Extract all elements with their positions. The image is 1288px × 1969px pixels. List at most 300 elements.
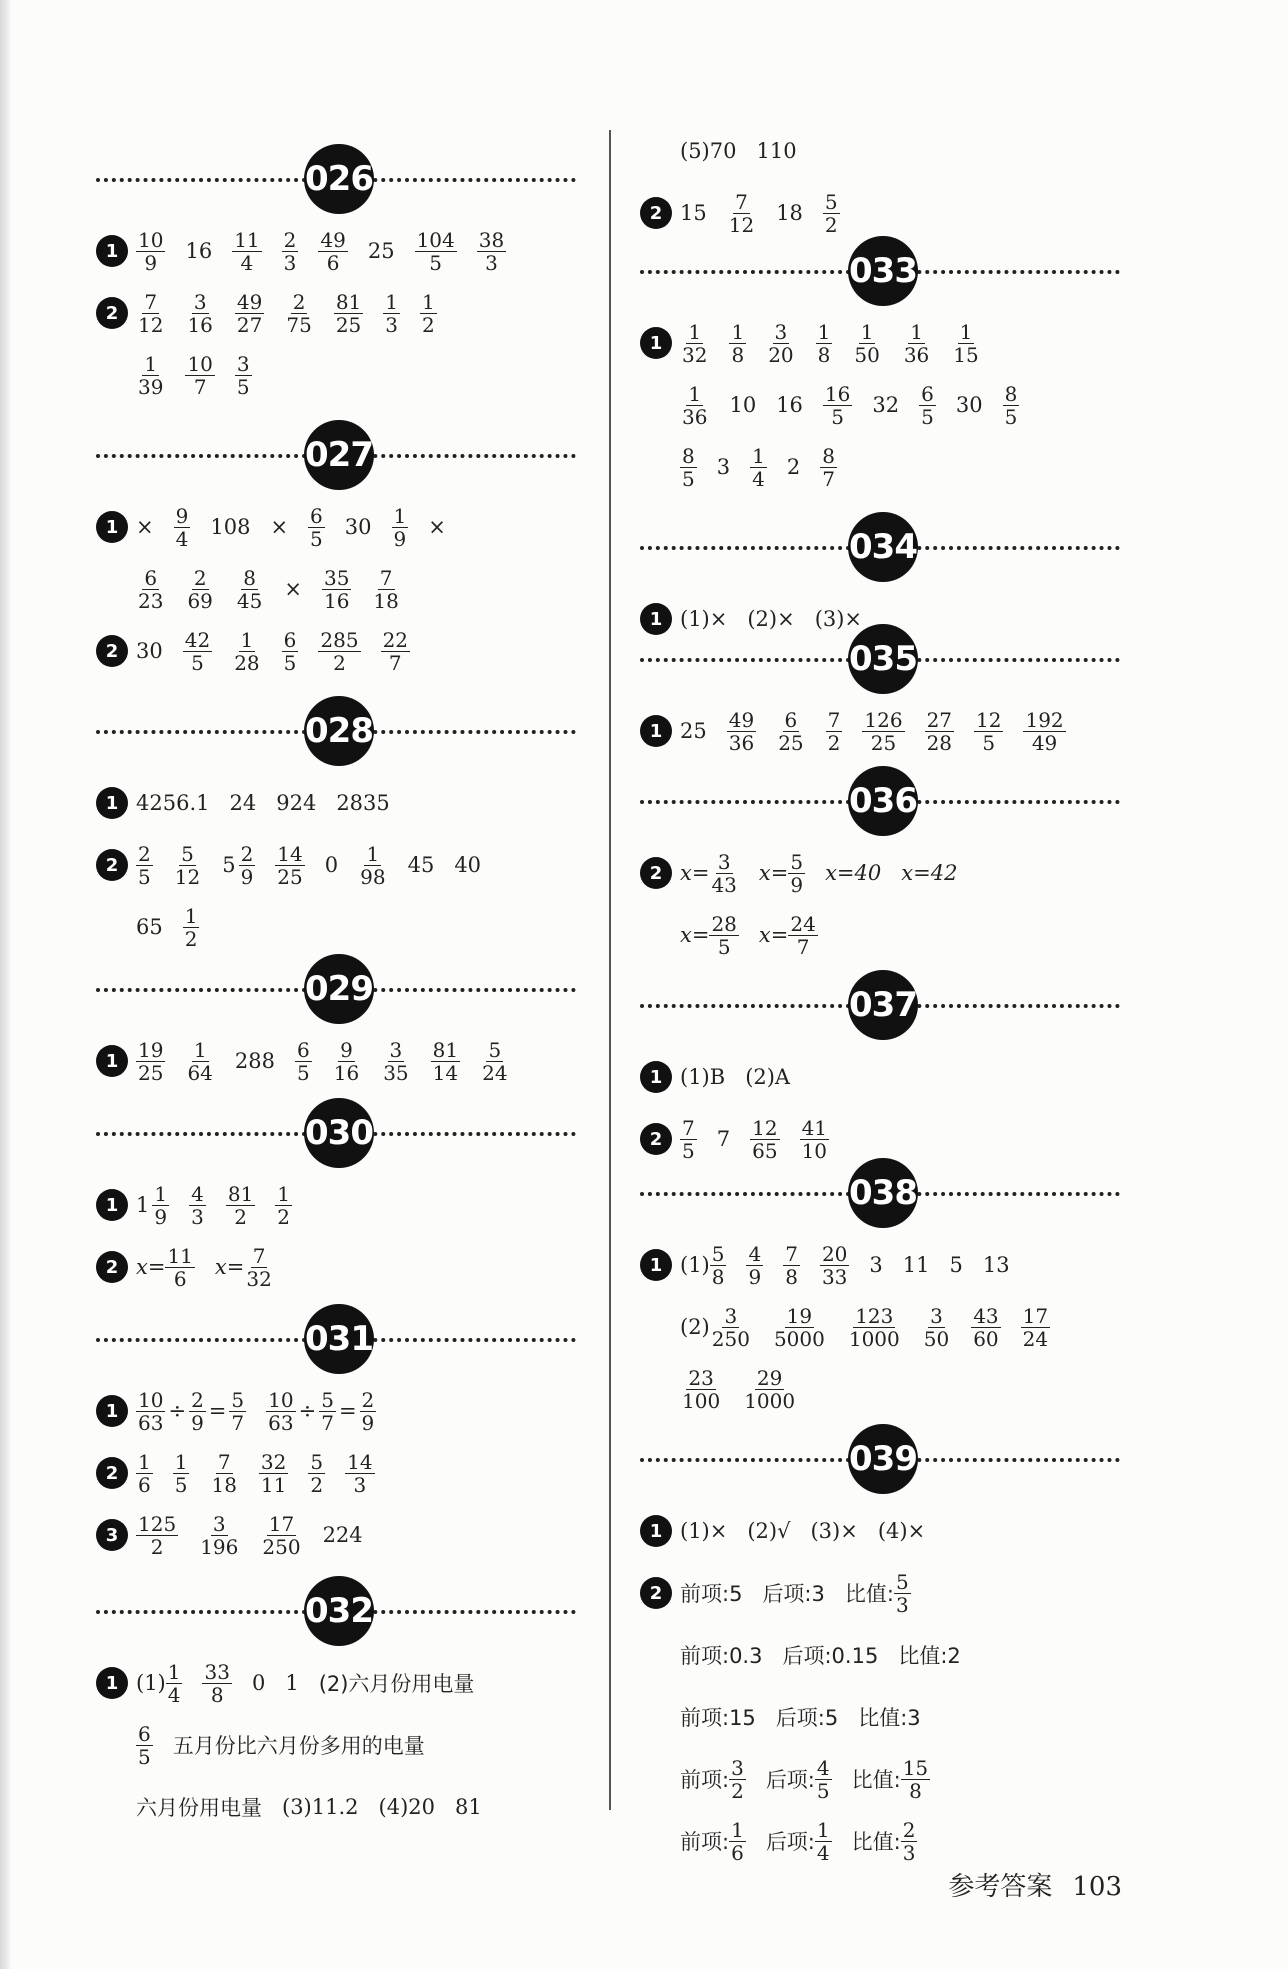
denominator: 100: [682, 1388, 721, 1413]
section-header: [640, 762, 1120, 842]
fraction: [136, 1451, 153, 1496]
fraction: [232, 629, 261, 674]
fraction: [727, 709, 756, 754]
answer-items: [680, 383, 1019, 428]
denominator: 5: [682, 1138, 695, 1163]
numerator: 7: [682, 1115, 695, 1140]
fraction: [820, 1243, 849, 1288]
section-number-badge: 035: [848, 624, 918, 694]
fraction: [742, 1367, 797, 1412]
numerator: 8: [682, 443, 695, 468]
answer-text: 比值:: [851, 1830, 901, 1854]
denominator: 1000: [744, 1388, 796, 1413]
answer-text: 前项:: [680, 1830, 730, 1854]
section-header: [96, 1300, 576, 1380]
denominator: 250: [711, 1326, 750, 1351]
denominator: 5: [138, 864, 151, 889]
denominator: 250: [262, 1534, 301, 1559]
fraction: [710, 1243, 727, 1288]
numerator: 9: [175, 503, 189, 528]
answer-item: [766, 321, 795, 366]
numerator: 1: [860, 319, 874, 344]
fraction: [974, 709, 1003, 754]
fraction: [244, 1245, 273, 1290]
question-marker: 2: [96, 297, 128, 329]
denominator: 24: [482, 1060, 508, 1085]
answer-item: [680, 913, 739, 958]
answer-text: (3)×: [814, 607, 863, 631]
answer-item: [189, 1183, 206, 1228]
fraction: [381, 629, 410, 674]
answer-item: [136, 843, 153, 888]
answer-item: [325, 853, 338, 877]
fraction: [282, 229, 299, 274]
answer-section: [96, 1094, 576, 1298]
numerator: 1: [959, 319, 973, 344]
fraction: [783, 1243, 800, 1288]
answer-items: [680, 191, 840, 236]
answer-item: [901, 861, 957, 885]
operator: ÷: [168, 1399, 187, 1423]
numerator: 125: [138, 1511, 177, 1536]
answer-item: [282, 1795, 359, 1819]
fraction: [318, 629, 360, 674]
answer-row: [640, 1234, 1120, 1296]
denominator: 7: [822, 466, 835, 491]
numerator: 192: [1025, 707, 1064, 732]
numerator: 11: [167, 1243, 193, 1268]
fraction: [173, 843, 202, 888]
question-marker: 1: [96, 1667, 128, 1699]
denominator: 196: [200, 1534, 239, 1559]
answer-item: [322, 567, 351, 612]
denominator: 2: [277, 1204, 291, 1229]
answer-item: [680, 1757, 746, 1802]
denominator: 4: [752, 466, 765, 491]
answer-item: [392, 505, 409, 550]
answer-item: [680, 1243, 726, 1288]
answer-items: [680, 1243, 1010, 1288]
answer-item: [919, 383, 936, 428]
question-marker: 2: [640, 1123, 672, 1155]
answer-text: 15: [680, 201, 707, 225]
numerator: 23: [688, 1365, 714, 1390]
answer-item: [680, 139, 736, 163]
denominator: 7: [388, 650, 402, 675]
answer-item: [136, 291, 165, 336]
denominator: 3: [353, 1472, 367, 1497]
fraction: [322, 567, 351, 612]
answer-item: [136, 1723, 153, 1768]
answer-item: [185, 353, 214, 398]
question-marker: 1: [640, 603, 672, 635]
fraction: [275, 843, 304, 888]
answer-text: 924: [276, 791, 317, 815]
answer-item: [852, 321, 881, 366]
denominator: 60: [973, 1326, 999, 1351]
answer-item: [232, 229, 261, 274]
numerator: 49: [236, 289, 263, 314]
denominator: 2: [150, 1534, 164, 1559]
answer-item: [381, 629, 410, 674]
page-number: 103: [1072, 1872, 1122, 1902]
denominator: 36: [682, 404, 708, 429]
denominator: 9: [790, 872, 804, 897]
denominator: 9: [393, 526, 407, 551]
answer-text: (2)×: [747, 607, 795, 631]
answer-item: [136, 1039, 165, 1084]
question-marker: 2: [96, 1457, 128, 1489]
denominator: 2: [310, 1472, 324, 1497]
answer-item: [431, 1039, 460, 1084]
denominator: 5: [297, 1060, 310, 1085]
numerator: 10: [138, 1387, 164, 1412]
answer-item: [323, 1523, 363, 1547]
numerator: 1: [731, 319, 745, 344]
denominator: 9: [144, 250, 158, 275]
answer-text: 45: [407, 853, 435, 877]
numerator: 32: [260, 1449, 287, 1474]
answer-text: (1): [136, 1671, 166, 1695]
numerator: 1: [174, 1449, 188, 1474]
answer-item: [173, 1730, 425, 1760]
question-marker: 2: [96, 635, 128, 667]
answer-item: [136, 229, 165, 274]
numerator: 14: [347, 1449, 373, 1474]
answer-item: [260, 1513, 302, 1558]
fraction: [259, 1451, 288, 1496]
answer-item: [183, 629, 212, 674]
answer-item: [136, 791, 209, 815]
answer-text: 108: [210, 515, 251, 539]
answer-item: [229, 791, 256, 815]
page-footer: [928, 1866, 1122, 1903]
numerator: 81: [432, 1037, 459, 1062]
answer-item: [759, 913, 818, 958]
numerator: 1: [240, 627, 254, 652]
question-marker: 2: [640, 197, 672, 229]
answer-item: [136, 639, 163, 663]
fraction: [173, 1451, 190, 1496]
answer-items: [680, 1519, 925, 1543]
denominator: 16: [323, 588, 350, 613]
numerator: 3: [724, 1303, 738, 1328]
answer-items: [136, 567, 401, 612]
answer-item: [232, 629, 261, 674]
denominator: 5: [310, 526, 323, 551]
fraction: [319, 1389, 336, 1434]
answer-section: [640, 1154, 1120, 1420]
denominator: 8: [785, 1264, 798, 1289]
answer-item: [252, 1671, 265, 1695]
numerator: 27: [926, 707, 953, 732]
numerator: 5: [181, 841, 194, 866]
answer-item: [1003, 383, 1020, 428]
section-number-badge: 029: [304, 954, 374, 1024]
operator: =: [208, 1399, 227, 1423]
answer-section: [96, 950, 576, 1092]
answer-section: [96, 416, 576, 682]
answer-item: [823, 383, 852, 428]
numerator: 15: [902, 1755, 929, 1780]
denominator: 5: [138, 1744, 151, 1769]
fraction: [136, 1039, 165, 1084]
answer-item: [810, 1519, 857, 1543]
answer-item: [680, 1819, 746, 1864]
answer-text: 前项:: [680, 1768, 730, 1792]
fraction: [852, 321, 881, 366]
fraction: [727, 191, 756, 236]
fraction: [226, 1183, 255, 1228]
denominator: 5: [1004, 404, 1018, 429]
answer-row: [640, 436, 1120, 498]
answer-item: [136, 1183, 169, 1228]
section-number-badge: 039: [848, 1424, 918, 1494]
answer-item: [136, 515, 154, 539]
denominator: 3: [895, 1592, 909, 1617]
denominator: 24: [1022, 1326, 1049, 1351]
denominator: 8: [817, 342, 831, 367]
answer-section: [640, 120, 1120, 244]
fraction: [136, 843, 153, 888]
fraction: [820, 445, 837, 490]
numerator: 1: [385, 289, 398, 314]
answer-text: (1): [680, 1253, 710, 1277]
fraction: [431, 1039, 460, 1084]
answer-item: [295, 1039, 312, 1084]
fraction: [295, 1039, 312, 1084]
answer-item: [173, 1451, 190, 1496]
answer-item: [680, 201, 707, 225]
numerator: 1: [752, 443, 765, 468]
answer-row: [96, 1030, 576, 1092]
numerator: 49: [320, 227, 346, 252]
fraction: [152, 1183, 169, 1228]
answer-section: [640, 762, 1120, 966]
fraction: [392, 505, 409, 550]
numerator: 123: [855, 1303, 894, 1328]
answer-items: [680, 1640, 961, 1670]
answer-row: [640, 1358, 1120, 1420]
answer-row: [96, 896, 576, 958]
fraction: [136, 567, 165, 612]
section-header: [640, 508, 1120, 588]
section-number-badge: 036: [848, 766, 918, 836]
fraction: [746, 1243, 763, 1288]
denominator: 3: [283, 250, 297, 275]
denominator: 25: [335, 312, 362, 337]
answer-item: [454, 853, 481, 877]
numerator: 10: [268, 1387, 294, 1412]
answer-row: [640, 1046, 1120, 1108]
answer-text: x=: [214, 1255, 245, 1279]
numerator: 2: [292, 289, 306, 314]
numerator: 17: [1022, 1303, 1049, 1328]
answer-item: [872, 393, 899, 417]
answer-item: [477, 229, 506, 274]
answer-item: [825, 861, 881, 885]
answer-row: [96, 1174, 576, 1236]
fraction: [136, 1723, 153, 1768]
denominator: 5000: [773, 1326, 825, 1351]
numerator: 2: [902, 1817, 916, 1842]
answer-item: [925, 709, 954, 754]
numerator: 29: [756, 1365, 783, 1390]
answer-text: 1: [285, 1671, 299, 1695]
fraction: [185, 567, 214, 612]
denominator: 36: [728, 730, 755, 755]
numerator: 2: [138, 841, 151, 866]
numerator: 81: [335, 289, 362, 314]
fraction: [136, 353, 165, 398]
fraction: [284, 291, 313, 336]
answer-item: [183, 905, 200, 950]
denominator: 5: [429, 250, 443, 275]
answer-item: [956, 393, 983, 417]
answer-item: [951, 321, 980, 366]
column-divider: [609, 130, 611, 1810]
answer-item: [756, 139, 796, 163]
answer-item: [173, 843, 202, 888]
answer-item: [210, 515, 250, 539]
denominator: 25: [277, 864, 303, 889]
section-header: [640, 232, 1120, 312]
denominator: 49: [1031, 730, 1058, 755]
section-header: [96, 692, 576, 772]
answer-item: [680, 1578, 742, 1608]
answer-text: 40: [454, 853, 482, 877]
answer-items: [680, 1819, 917, 1864]
denominator: 12: [138, 312, 164, 337]
fraction: [919, 383, 936, 428]
answer-item: [680, 1640, 762, 1670]
answer-item: [787, 455, 800, 479]
answer-row: [96, 772, 576, 834]
answer-row: [640, 904, 1120, 966]
mixed-number: [222, 843, 255, 888]
answer-item: [318, 229, 347, 274]
question-marker: 1: [640, 715, 672, 747]
numerator: 1: [167, 1659, 181, 1684]
answer-text: (1)B: [680, 1065, 726, 1089]
numerator: 28: [711, 911, 737, 936]
answer-item: [766, 1819, 832, 1864]
answer-item: [950, 1253, 963, 1277]
section-header: [96, 1572, 576, 1652]
answer-item: [215, 1245, 274, 1290]
answer-text: 65: [136, 915, 163, 939]
answer-item: [381, 1039, 410, 1084]
numerator: 12: [976, 707, 1002, 732]
fraction: [815, 1757, 832, 1802]
answer-item: [680, 1305, 752, 1350]
denominator: 5: [831, 404, 845, 429]
fraction: [360, 1389, 377, 1434]
answer-item: [680, 383, 709, 428]
answer-item: [202, 1661, 231, 1706]
section-header: [640, 1154, 1120, 1234]
answer-text: 30: [955, 393, 983, 417]
answer-item: [898, 1640, 960, 1670]
answer-text: (1)×: [680, 1519, 728, 1543]
numerator: 3: [774, 319, 788, 344]
answer-item: [284, 577, 302, 601]
fraction: [951, 321, 980, 366]
denominator: 20: [768, 342, 794, 367]
denominator: 16: [333, 1060, 360, 1085]
answer-item: [852, 1757, 931, 1802]
answer-item: [776, 201, 803, 225]
section-number-badge: 033: [848, 236, 918, 306]
fraction: [235, 353, 252, 398]
answer-items: [680, 321, 981, 366]
numerator: 5: [321, 1387, 334, 1412]
fraction: [680, 1367, 722, 1412]
answer-item: [1023, 709, 1065, 754]
denominator: 36: [903, 342, 930, 367]
numerator: 7: [144, 289, 158, 314]
denominator: 25: [778, 730, 804, 755]
answer-item: [826, 709, 843, 754]
whole-part: 5: [222, 853, 236, 877]
numerator: 5: [711, 1241, 725, 1266]
denominator: 18: [373, 588, 399, 613]
denominator: 5: [283, 650, 297, 675]
answer-items: [136, 1513, 363, 1558]
question-marker: 2: [640, 1577, 672, 1609]
numerator: 17: [268, 1511, 295, 1536]
answer-item: [185, 1039, 214, 1084]
numerator: 1: [138, 1449, 151, 1474]
answer-section: [96, 1300, 576, 1566]
question-marker: 1: [640, 1249, 672, 1281]
denominator: 9: [361, 1410, 375, 1435]
denominator: 8: [731, 342, 745, 367]
answer-item: [903, 1253, 930, 1277]
denominator: 4: [240, 250, 254, 275]
denominator: 25: [870, 730, 897, 755]
denominator: 98: [360, 864, 386, 889]
numerator: 1: [910, 319, 923, 344]
answer-item: [745, 1065, 790, 1089]
answer-text: 比值:2: [898, 1644, 961, 1668]
question-marker: 1: [640, 327, 672, 359]
denominator: 2: [184, 926, 198, 951]
fraction: [332, 1039, 361, 1084]
answer-item: [285, 1671, 298, 1695]
answer-items: [680, 139, 797, 163]
answer-text: ×: [284, 577, 302, 601]
answer-text: 前项:15: [680, 1706, 756, 1730]
answer-section: [640, 966, 1120, 1170]
fraction: [766, 321, 795, 366]
answer-item: [766, 1757, 832, 1802]
numerator: 8: [822, 443, 835, 468]
answer-text: 3: [869, 1253, 883, 1277]
fraction: [680, 445, 697, 490]
answer-items: [680, 709, 1066, 754]
answer-item: [971, 1305, 1000, 1350]
answer-item: [776, 393, 803, 417]
numerator: 2: [191, 1387, 204, 1412]
answer-text: (2)六月份用电量: [318, 1672, 475, 1696]
answer-text: (2)A: [745, 1065, 791, 1089]
fraction: [266, 1389, 295, 1434]
numerator: 5: [310, 1449, 324, 1474]
numerator: 1: [277, 1181, 291, 1206]
answer-section: [640, 232, 1120, 498]
numerator: 22: [382, 627, 409, 652]
